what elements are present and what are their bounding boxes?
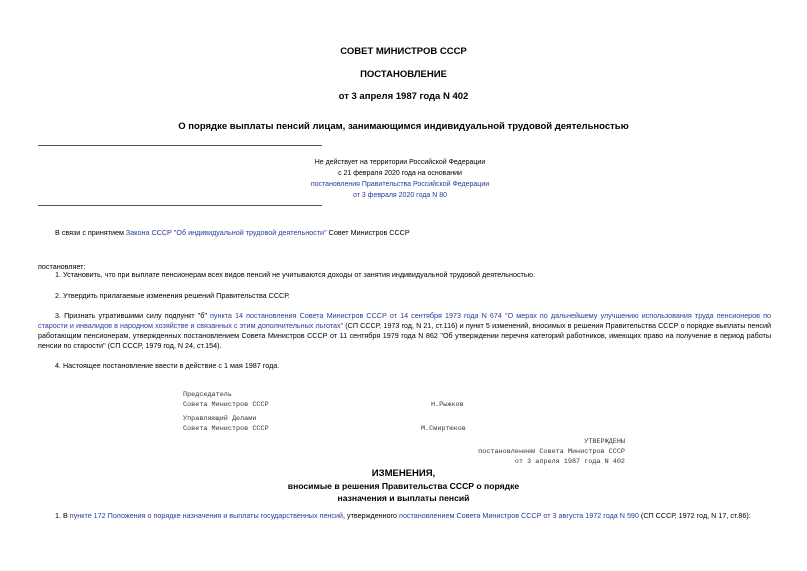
approval-line-1: УТВЕРЖДЕНЫ [584,438,625,446]
item-3-link[interactable]: пункта 14 постановления Совета Министров СССР от 14 сентября 1973 года N 674 "О мерах по дальнейшему улучшению использования труда пенсионеров по старости и инвалидов в народном хозяйстве и связанных с этим дополнительных льготах" [38,311,771,330]
admin-position-2: Совета Министров СССР [183,425,269,433]
approval-line-3: от 3 апреля 1987 года N 402 [514,458,625,466]
item-3 [38,311,771,351]
chair-signature [183,390,269,410]
chair-name: Н.Рыжков [431,401,464,409]
preamble-pre: В связи с принятием [55,228,126,237]
preamble [55,228,410,238]
notice-bottom-rule [38,205,322,206]
changes-heading [0,468,807,504]
admin-signature [183,414,269,434]
law-link[interactable]: Закона СССР "Об индивидуальной трудовой деятельности" [125,228,327,237]
chair-position-2: Совета Министров СССР [183,401,269,409]
item-3-pre: 3. Признать утратившими силу подпункт "б" [55,311,211,320]
admin-position-1: Управляющий Делами [183,415,257,423]
changes-title-3: назначения и выплаты пенсий [337,493,470,503]
change-1-pre: 1. В [55,511,70,520]
notice-top-rule [38,145,322,146]
item-4: 4. Настоящее постановление ввести в действие с 1 мая 1987 года. [55,361,280,370]
regulation-link[interactable]: пункте 172 Положения о порядке назначения и выплаты государственных пенсий [69,511,344,520]
approval-line-2: постановлением Совета Министров СССР [478,448,625,456]
changes-title-1: ИЗМЕНЕНИЯ, [371,468,436,479]
item-3-post: (СП СССР, 1973 год, N 21, ст.116) и пункт 5 изменений, вносимых в решения Правительства СССР о порядке выплаты пенсий работающим пенсионерам, утвержденных постановлением Совета Министров СССР от 11 сентября 1979 года N 862 "Об утверждении перечня категорий работников, имеющих право на получение в период работы пенсии по старости" (СП СССР, 1979 год, N 24, ст.154). [38,321,771,350]
notice-link-2[interactable]: от 3 февраля 2020 года N 80 [352,192,448,199]
validity-notice [300,157,500,201]
item-2: 2. Утвердить прилагаемые изменения решений Правительства СССР. [55,291,290,300]
changes-title-2: вносимые в решения Правительства СССР о порядке [287,481,520,491]
issuing-authority: СОВЕТ МИНИСТРОВ СССР [340,46,467,57]
approval-block [440,437,625,467]
notice-link-1[interactable]: постановления Правительства Российской Федерации [310,181,490,188]
change-1 [55,511,751,521]
resolves-label: постановляет: [38,262,86,271]
change-1-mid: , утвержденного [343,511,400,520]
item-1: 1. Установить, что при выплате пенсионерам всех видов пенсий не учитываются доходы от занятия индивидуальной трудовой деятельностью. [55,270,535,279]
resolution-link[interactable]: постановлением Совета Министров СССР от 3 августа 1972 года N 590 [399,511,639,520]
preamble-post: Совет Министров СССР [326,228,410,237]
chair-position-1: Председатель [183,391,232,399]
document-title: О порядке выплаты пенсий лицам, занимающимся индивидуальной трудовой деятельностью [178,121,629,132]
notice-line-1: Не действует на территории Российской Федерации [314,159,486,166]
notice-line-2: с 21 февраля 2020 года на основании [338,170,462,177]
document-type: ПОСТАНОВЛЕНИЕ [360,69,447,80]
admin-name: М.Смиртюков [421,425,466,433]
change-1-post: (СП СССР, 1972 год, N 17, ст.86): [638,511,751,520]
document-date-number: от 3 апреля 1987 года N 402 [338,91,469,102]
